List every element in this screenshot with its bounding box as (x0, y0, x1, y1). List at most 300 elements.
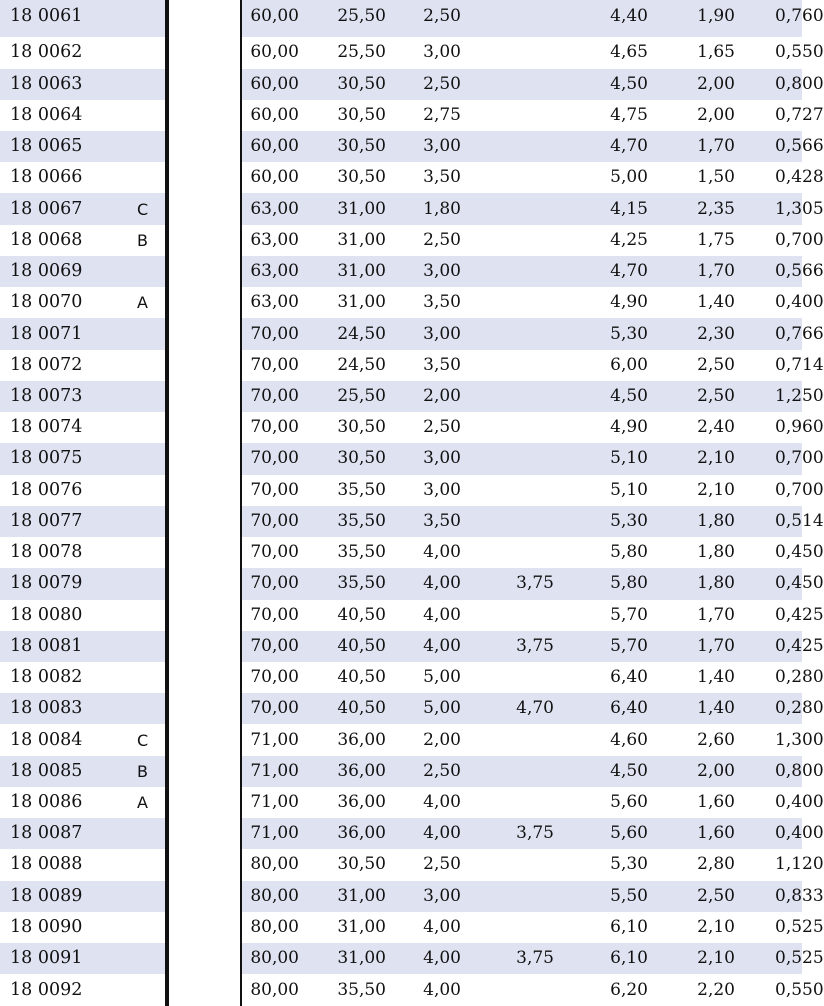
part-number-cell: 18 0090 (0, 912, 116, 943)
part-number-cell: 18 0062 (0, 37, 116, 68)
table-row (0, 443, 802, 474)
grade-cell (116, 662, 166, 693)
length-cell: 35,50 (308, 974, 398, 1006)
diameter-cell: 70,00 (241, 381, 308, 412)
diameter-cell: 70,00 (241, 350, 308, 381)
table-row (0, 912, 802, 943)
length-cell: 25,50 (308, 381, 398, 412)
travel-cell: 1,80 (671, 568, 775, 599)
thickness-cell: 4,00 (398, 943, 483, 974)
height-cell: 4,25 (578, 225, 671, 256)
table-row (0, 568, 802, 599)
alt-thickness-cell (483, 131, 578, 162)
thickness-cell: 3,00 (398, 37, 483, 68)
part-number-cell: 18 0064 (0, 100, 116, 131)
alt-thickness-cell (483, 37, 578, 68)
grade-cell (116, 0, 166, 37)
thickness-cell: 5,00 (398, 693, 483, 724)
height-cell: 4,70 (578, 131, 671, 162)
height-cell: 4,50 (578, 69, 671, 100)
diameter-cell: 63,00 (241, 287, 308, 318)
travel-cell: 1,60 (671, 787, 775, 818)
grade-cell (116, 818, 166, 849)
alt-thickness-cell (483, 724, 578, 755)
table-row (0, 193, 802, 224)
alt-thickness-cell (483, 537, 578, 568)
ratio-cell: 1,300 (775, 724, 802, 755)
grade-cell (116, 600, 166, 631)
thickness-cell: 2,50 (398, 756, 483, 787)
diameter-cell: 70,00 (241, 412, 308, 443)
length-cell: 31,00 (308, 193, 398, 224)
length-cell: 36,00 (308, 756, 398, 787)
part-number-cell: 18 0067 (0, 193, 116, 224)
grade-cell: A (116, 787, 166, 818)
grade-cell (116, 443, 166, 474)
diameter-cell: 60,00 (241, 100, 308, 131)
thickness-cell: 3,00 (398, 475, 483, 506)
height-cell: 4,75 (578, 100, 671, 131)
part-number-cell: 18 0086 (0, 787, 116, 818)
part-number-cell: 18 0074 (0, 412, 116, 443)
length-cell: 36,00 (308, 818, 398, 849)
diameter-cell: 70,00 (241, 318, 308, 349)
ratio-cell: 0,833 (775, 881, 802, 912)
alt-thickness-cell (483, 193, 578, 224)
grade-cell (116, 256, 166, 287)
grade-cell: C (116, 724, 166, 755)
length-cell: 31,00 (308, 881, 398, 912)
alt-thickness-cell (483, 225, 578, 256)
grade-cell (116, 943, 166, 974)
alt-thickness-cell (483, 662, 578, 693)
diameter-cell: 70,00 (241, 537, 308, 568)
table-row (0, 724, 802, 755)
diameter-cell: 70,00 (241, 568, 308, 599)
diameter-cell: 63,00 (241, 256, 308, 287)
ratio-cell: 0,700 (775, 475, 802, 506)
height-cell: 4,60 (578, 724, 671, 755)
length-cell: 40,50 (308, 662, 398, 693)
length-cell: 35,50 (308, 568, 398, 599)
part-number-cell: 18 0085 (0, 756, 116, 787)
length-cell: 36,00 (308, 787, 398, 818)
length-cell: 31,00 (308, 256, 398, 287)
grade-cell (116, 475, 166, 506)
diameter-cell: 71,00 (241, 724, 308, 755)
ratio-cell: 0,550 (775, 37, 802, 68)
diameter-cell: 70,00 (241, 693, 308, 724)
travel-cell: 1,70 (671, 256, 775, 287)
thickness-cell: 4,00 (398, 912, 483, 943)
travel-cell: 2,40 (671, 412, 775, 443)
height-cell: 5,00 (578, 162, 671, 193)
travel-cell: 2,30 (671, 318, 775, 349)
alt-thickness-cell (483, 0, 578, 37)
thickness-cell: 4,00 (398, 787, 483, 818)
part-number-cell: 18 0066 (0, 162, 116, 193)
table-row (0, 256, 802, 287)
part-number-cell: 18 0078 (0, 537, 116, 568)
table-row (0, 100, 802, 131)
ratio-cell: 0,525 (775, 912, 802, 943)
travel-cell: 2,80 (671, 849, 775, 880)
alt-thickness-cell (483, 350, 578, 381)
height-cell: 4,90 (578, 287, 671, 318)
table-row (0, 0, 802, 37)
table-row (0, 162, 802, 193)
length-cell: 24,50 (308, 318, 398, 349)
table-row (0, 943, 802, 974)
thickness-cell: 2,00 (398, 381, 483, 412)
travel-cell: 1,80 (671, 537, 775, 568)
height-cell: 5,10 (578, 443, 671, 474)
table-row (0, 537, 802, 568)
height-cell: 5,10 (578, 475, 671, 506)
table-row (0, 881, 802, 912)
grade-cell (116, 318, 166, 349)
diameter-cell: 60,00 (241, 69, 308, 100)
thickness-cell: 2,50 (398, 412, 483, 443)
height-cell: 5,30 (578, 318, 671, 349)
table-row (0, 475, 802, 506)
thickness-cell: 2,50 (398, 225, 483, 256)
ratio-cell: 0,280 (775, 693, 802, 724)
table-row (0, 412, 802, 443)
thickness-cell: 4,00 (398, 600, 483, 631)
part-number-cell: 18 0073 (0, 381, 116, 412)
travel-cell: 1,90 (671, 0, 775, 37)
height-cell: 5,30 (578, 849, 671, 880)
grade-cell (116, 37, 166, 68)
alt-thickness-cell (483, 412, 578, 443)
length-cell: 40,50 (308, 600, 398, 631)
part-number-cell: 18 0072 (0, 350, 116, 381)
part-number-cell: 18 0076 (0, 475, 116, 506)
thickness-cell: 2,75 (398, 100, 483, 131)
height-cell: 5,80 (578, 568, 671, 599)
ratio-cell: 0,700 (775, 443, 802, 474)
alt-thickness-cell (483, 443, 578, 474)
length-cell: 30,50 (308, 162, 398, 193)
length-cell: 30,50 (308, 69, 398, 100)
table-row (0, 318, 802, 349)
thickness-cell: 4,00 (398, 974, 483, 1006)
height-cell: 6,40 (578, 662, 671, 693)
table-row (0, 756, 802, 787)
part-number-cell: 18 0091 (0, 943, 116, 974)
alt-thickness-cell (483, 881, 578, 912)
ratio-cell: 0,425 (775, 600, 802, 631)
ratio-cell: 0,450 (775, 568, 802, 599)
grade-cell (116, 412, 166, 443)
thickness-cell: 2,50 (398, 69, 483, 100)
travel-cell: 1,75 (671, 225, 775, 256)
thickness-cell: 3,00 (398, 318, 483, 349)
height-cell: 5,50 (578, 881, 671, 912)
thickness-cell: 4,00 (398, 818, 483, 849)
height-cell: 4,50 (578, 756, 671, 787)
ratio-cell: 0,514 (775, 506, 802, 537)
alt-thickness-cell (483, 162, 578, 193)
diameter-cell: 60,00 (241, 131, 308, 162)
length-cell: 36,00 (308, 724, 398, 755)
ratio-cell: 0,800 (775, 69, 802, 100)
diameter-cell: 80,00 (241, 943, 308, 974)
travel-cell: 2,50 (671, 381, 775, 412)
ratio-cell: 0,400 (775, 818, 802, 849)
height-cell: 6,40 (578, 693, 671, 724)
part-number-cell: 18 0061 (0, 0, 116, 37)
table-row (0, 631, 802, 662)
ratio-cell: 0,425 (775, 631, 802, 662)
travel-cell: 2,00 (671, 100, 775, 131)
travel-cell: 2,10 (671, 912, 775, 943)
length-cell: 31,00 (308, 912, 398, 943)
ratio-cell: 0,714 (775, 350, 802, 381)
alt-thickness-cell (483, 974, 578, 1006)
part-number-cell: 18 0069 (0, 256, 116, 287)
length-cell: 25,50 (308, 0, 398, 37)
travel-cell: 1,65 (671, 37, 775, 68)
ratio-cell: 1,305 (775, 193, 802, 224)
thickness-cell: 3,00 (398, 881, 483, 912)
travel-cell: 1,70 (671, 631, 775, 662)
ratio-cell: 0,550 (775, 974, 802, 1006)
table-row (0, 69, 802, 100)
thickness-cell: 3,00 (398, 256, 483, 287)
travel-cell: 2,10 (671, 443, 775, 474)
part-number-cell: 18 0070 (0, 287, 116, 318)
alt-thickness-cell (483, 912, 578, 943)
grade-cell: A (116, 287, 166, 318)
alt-thickness-cell: 4,70 (483, 693, 578, 724)
alt-thickness-cell (483, 506, 578, 537)
column-separator (168, 0, 241, 1006)
diameter-cell: 70,00 (241, 631, 308, 662)
part-number-cell: 18 0063 (0, 69, 116, 100)
height-cell: 4,50 (578, 381, 671, 412)
height-cell: 4,15 (578, 193, 671, 224)
part-number-cell: 18 0075 (0, 443, 116, 474)
part-number-cell: 18 0089 (0, 881, 116, 912)
ratio-cell: 0,400 (775, 787, 802, 818)
diameter-cell: 70,00 (241, 475, 308, 506)
alt-thickness-cell: 3,75 (483, 568, 578, 599)
diameter-cell: 71,00 (241, 787, 308, 818)
length-cell: 40,50 (308, 631, 398, 662)
grade-cell: C (116, 193, 166, 224)
length-cell: 35,50 (308, 537, 398, 568)
table-row (0, 287, 802, 318)
diameter-cell: 80,00 (241, 849, 308, 880)
table-row (0, 350, 802, 381)
table-row (0, 600, 802, 631)
thickness-cell: 2,50 (398, 849, 483, 880)
diameter-cell: 70,00 (241, 662, 308, 693)
part-number-cell: 18 0092 (0, 974, 116, 1006)
alt-thickness-cell (483, 475, 578, 506)
thickness-cell: 3,00 (398, 443, 483, 474)
part-number-cell: 18 0083 (0, 693, 116, 724)
height-cell: 4,90 (578, 412, 671, 443)
thickness-cell: 3,50 (398, 162, 483, 193)
length-cell: 40,50 (308, 693, 398, 724)
ratio-cell: 0,760 (775, 0, 802, 37)
table-row (0, 225, 802, 256)
grade-cell (116, 350, 166, 381)
grade-cell (116, 974, 166, 1006)
length-cell: 31,00 (308, 225, 398, 256)
grade-cell (116, 506, 166, 537)
grade-cell (116, 100, 166, 131)
ratio-cell: 1,120 (775, 849, 802, 880)
grade-cell (116, 69, 166, 100)
alt-thickness-cell (483, 318, 578, 349)
grade-cell: B (116, 756, 166, 787)
height-cell: 5,70 (578, 631, 671, 662)
thickness-cell: 3,00 (398, 131, 483, 162)
diameter-cell: 70,00 (241, 443, 308, 474)
ratio-cell: 0,566 (775, 256, 802, 287)
alt-thickness-cell (483, 100, 578, 131)
ratio-cell: 0,766 (775, 318, 802, 349)
travel-cell: 1,70 (671, 600, 775, 631)
grade-cell (116, 912, 166, 943)
diameter-cell: 60,00 (241, 0, 308, 37)
part-number-cell: 18 0088 (0, 849, 116, 880)
grade-cell (116, 693, 166, 724)
ratio-cell: 0,700 (775, 225, 802, 256)
length-cell: 24,50 (308, 350, 398, 381)
height-cell: 6,10 (578, 943, 671, 974)
alt-thickness-cell (483, 787, 578, 818)
diameter-cell: 70,00 (241, 600, 308, 631)
diameter-cell: 60,00 (241, 37, 308, 68)
diameter-cell: 71,00 (241, 818, 308, 849)
height-cell: 5,70 (578, 600, 671, 631)
table-row (0, 787, 802, 818)
travel-cell: 1,40 (671, 287, 775, 318)
height-cell: 6,00 (578, 350, 671, 381)
diameter-cell: 63,00 (241, 225, 308, 256)
travel-cell: 2,10 (671, 943, 775, 974)
travel-cell: 2,60 (671, 724, 775, 755)
length-cell: 30,50 (308, 412, 398, 443)
table-row (0, 37, 802, 68)
thickness-cell: 1,80 (398, 193, 483, 224)
ratio-cell: 0,960 (775, 412, 802, 443)
grade-cell (116, 131, 166, 162)
ratio-cell: 0,727 (775, 100, 802, 131)
table-row (0, 974, 802, 1006)
thickness-cell: 4,00 (398, 631, 483, 662)
height-cell: 6,20 (578, 974, 671, 1006)
height-cell: 4,70 (578, 256, 671, 287)
thickness-cell: 4,00 (398, 568, 483, 599)
height-cell: 6,10 (578, 912, 671, 943)
part-number-cell: 18 0081 (0, 631, 116, 662)
alt-thickness-cell (483, 849, 578, 880)
travel-cell: 2,20 (671, 974, 775, 1006)
table-row (0, 693, 802, 724)
alt-thickness-cell (483, 600, 578, 631)
ratio-cell: 0,800 (775, 756, 802, 787)
diameter-cell: 80,00 (241, 912, 308, 943)
height-cell: 5,80 (578, 537, 671, 568)
table-row (0, 131, 802, 162)
diameter-cell: 80,00 (241, 881, 308, 912)
part-number-cell: 18 0068 (0, 225, 116, 256)
travel-cell: 1,80 (671, 506, 775, 537)
length-cell: 30,50 (308, 849, 398, 880)
part-number-cell: 18 0071 (0, 318, 116, 349)
ratio-cell: 0,525 (775, 943, 802, 974)
table-row (0, 662, 802, 693)
alt-thickness-cell (483, 287, 578, 318)
ratio-cell: 0,566 (775, 131, 802, 162)
diameter-cell: 70,00 (241, 506, 308, 537)
length-cell: 25,50 (308, 37, 398, 68)
thickness-cell: 4,00 (398, 537, 483, 568)
part-number-cell: 18 0087 (0, 818, 116, 849)
length-cell: 30,50 (308, 131, 398, 162)
thickness-cell: 3,50 (398, 287, 483, 318)
height-cell: 4,65 (578, 37, 671, 68)
part-number-cell: 18 0084 (0, 724, 116, 755)
alt-thickness-cell (483, 69, 578, 100)
alt-thickness-cell (483, 756, 578, 787)
travel-cell: 1,60 (671, 818, 775, 849)
height-cell: 4,40 (578, 0, 671, 37)
alt-thickness-cell (483, 381, 578, 412)
grade-cell (116, 537, 166, 568)
grade-cell (116, 849, 166, 880)
length-cell: 31,00 (308, 287, 398, 318)
ratio-cell: 0,428 (775, 162, 802, 193)
diameter-cell: 60,00 (241, 162, 308, 193)
grade-cell (116, 631, 166, 662)
height-cell: 5,60 (578, 818, 671, 849)
ratio-cell: 1,250 (775, 381, 802, 412)
table-row (0, 849, 802, 880)
length-cell: 30,50 (308, 443, 398, 474)
travel-cell: 1,40 (671, 693, 775, 724)
table-row (0, 818, 802, 849)
diameter-cell: 80,00 (241, 974, 308, 1006)
thickness-cell: 5,00 (398, 662, 483, 693)
diameter-cell: 71,00 (241, 756, 308, 787)
thickness-cell: 3,50 (398, 506, 483, 537)
thickness-cell: 2,50 (398, 0, 483, 37)
thickness-cell: 2,00 (398, 724, 483, 755)
grade-cell (116, 881, 166, 912)
alt-thickness-cell (483, 256, 578, 287)
diameter-cell: 63,00 (241, 193, 308, 224)
part-number-cell: 18 0065 (0, 131, 116, 162)
travel-cell: 1,40 (671, 662, 775, 693)
travel-cell: 2,10 (671, 475, 775, 506)
travel-cell: 2,50 (671, 350, 775, 381)
alt-thickness-cell: 3,75 (483, 818, 578, 849)
length-cell: 35,50 (308, 475, 398, 506)
height-cell: 5,60 (578, 787, 671, 818)
part-number-cell: 18 0079 (0, 568, 116, 599)
ratio-cell: 0,280 (775, 662, 802, 693)
part-number-cell: 18 0077 (0, 506, 116, 537)
part-number-cell: 18 0080 (0, 600, 116, 631)
alt-thickness-cell: 3,75 (483, 943, 578, 974)
